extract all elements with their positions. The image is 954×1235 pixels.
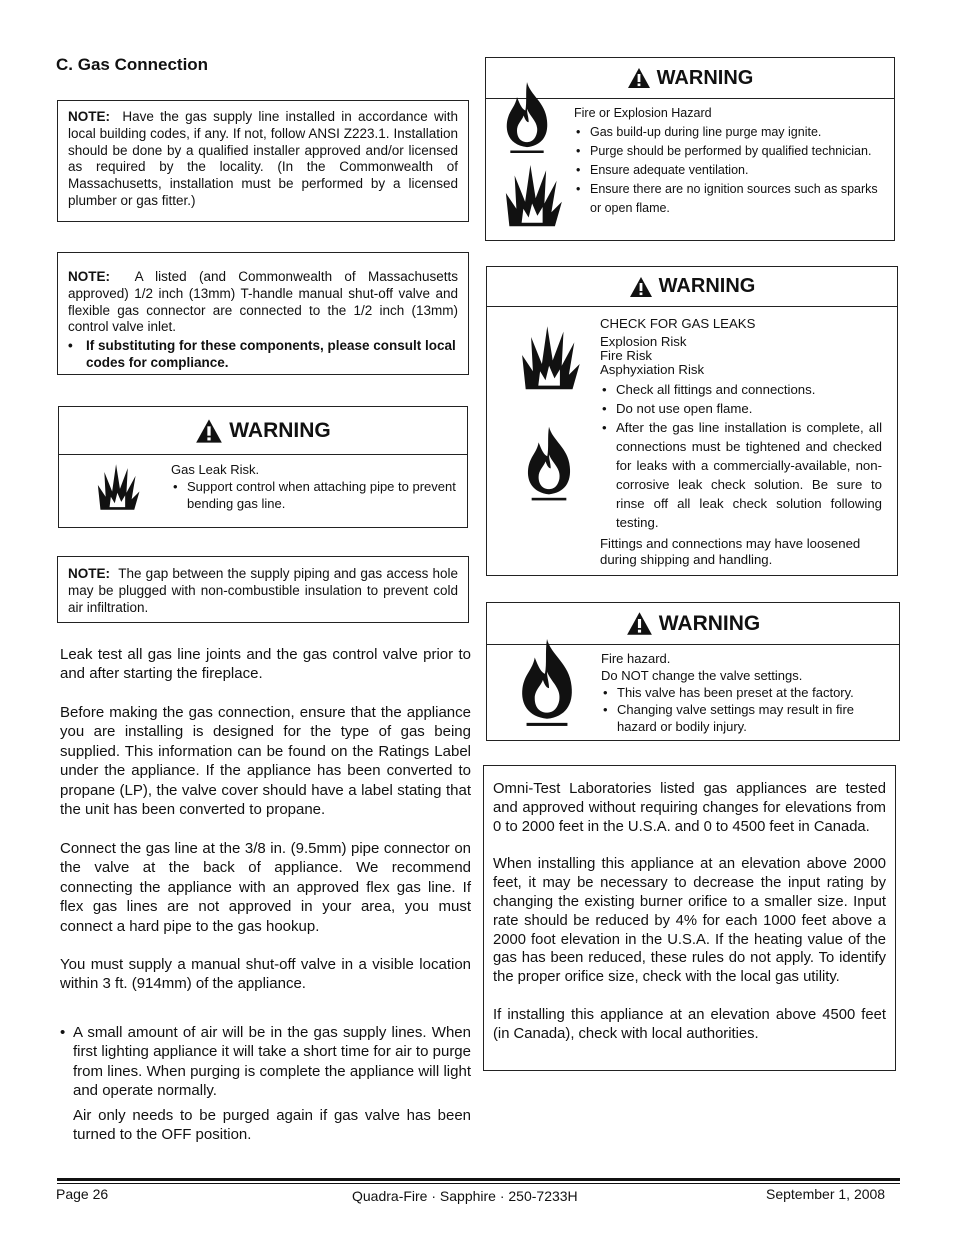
warning-box-valve-settings	[486, 602, 900, 741]
warning-triangle-icon	[627, 67, 651, 89]
warning-triangle-icon	[629, 276, 653, 298]
footer-rule	[57, 1183, 900, 1184]
warning-item: • Gas build-up during line purge may ignite.	[574, 123, 886, 142]
warning-list	[574, 123, 886, 218]
bullet-text: A small amount of air will be in the gas supply lines. When first lighting appliance it will take a short time for air to purge from lines. When purging is complete the appliance will light and operate normally.	[73, 1024, 471, 1100]
section-title: C. Gas Connection	[56, 55, 209, 74]
elevation-paragraph: Omni-Test Laboratories listed gas appliances are tested and approved without requiring changes for elevations from 0 to 2000 feet in the U.S.A. and 0 to 4500 feet in Canada.	[493, 781, 886, 835]
paragraph-connect-gas-line: Connect the gas line at the 3/8 in. (9.5mm) pipe connector on the valve at the back of appliance. We recommend connecting the appliance with an approved flex gas line. If flex gas lines are not approved in your area, you must connect a hard pipe to the gas hookup.	[60, 840, 471, 935]
warning-item: • Ensure there are no ignition sources such as sparks or open flame.	[574, 180, 886, 218]
warning-item: • Support control when attaching pipe to prevent bending gas line.	[171, 478, 457, 512]
page-number: Page 26	[56, 1186, 109, 1202]
warning-list	[171, 478, 457, 512]
warning-item: • Ensure adequate ventilation.	[574, 161, 886, 180]
paragraph-gas-type: Before making the gas connection, ensure that the appliance you are installing is designed for the type of gas being supplied. This information can be found on the Ratings Label under the appliance. If the appliance has been converted to propane (LP), the valve cover should have a label stating that the unit has been converted to propane.	[60, 704, 471, 819]
note-text: Have the gas supply line installed in accordance with local building codes, if any. If not, follow ANSI Z223.1. Installation should be done by a qualified installer approved and/or licensed as required by the locality. (In the Commonwealth of Massachusetts, installation must be performed by a licensed plumber or gas fitter.)	[68, 109, 458, 208]
explosion-icon	[87, 459, 149, 511]
note-text: The gap between the supply piping and gas access hole may be plugged with non-combustible insulation to prevent cold air infiltration.	[68, 566, 458, 615]
warning-lead: Gas Leak Risk.	[171, 462, 260, 477]
warning-item: • Changing valve settings may result in fire hazard or bodily injury.	[601, 701, 893, 735]
warning-box-gas-leaks	[486, 266, 898, 576]
elevation-paragraph: If installing this appliance at an elevation above 4500 feet (in Canada), check with local authorities.	[493, 1006, 886, 1042]
warning-risk: Explosion Risk	[600, 334, 687, 349]
explosion-icon	[500, 158, 566, 228]
warning-body	[574, 104, 886, 218]
flame-icon	[515, 637, 579, 729]
note-box-shutoff-valve	[57, 252, 469, 375]
warning-body	[600, 315, 882, 568]
elevation-body	[493, 780, 886, 1044]
warning-lead: CHECK FOR GAS LEAKS	[600, 316, 756, 331]
elevation-paragraph: When installing this appliance at an elevation above 2000 feet, it may be necessary to decrease the input rating by changing the existing burner orifice to a smaller size. Input rate should be reduced by 4% for each 1000 feet above a 2000 foot elevation in the U.S.A. If the heating value of the gas has been reduced, these rules do not apply. To identify the proper orifice size, check with the local gas utility.	[493, 856, 886, 986]
footer-title: Quadra-Fire · Sapphire · 250-7233H	[352, 1188, 578, 1204]
warning-risk: Asphyxiation Risk	[600, 362, 705, 377]
warning-risk: Fire Risk	[600, 348, 653, 363]
paragraph-shutoff-valve: You must supply a manual shut-off valve in a visible location within 3 ft. (914mm) of the appliance.	[60, 956, 471, 993]
warning-lead: Fire hazard.	[601, 651, 671, 666]
note-bullet: • If substituting for these components, please consult local codes for compliance.	[68, 338, 456, 370]
warning-footer: Fittings and connections may have loosened during shipping and handling.	[600, 536, 861, 567]
note-body	[58, 557, 468, 622]
note-lead: NOTE:	[68, 566, 110, 581]
warning-item: • This valve has been preset at the factory.	[601, 684, 893, 701]
warning-title: WARNING	[656, 66, 754, 89]
bullet-paragraph-air-purge	[60, 1023, 471, 1144]
warning-item: • Do not use open flame.	[600, 399, 882, 418]
warning-triangle-icon	[195, 418, 223, 444]
note-lead: NOTE:	[68, 269, 110, 284]
bullet-followup: Air only needs to be purged again if gas valve has been turned to the OFF position.	[73, 1106, 471, 1144]
explosion-icon	[515, 319, 585, 391]
warning-title: WARNING	[229, 418, 331, 442]
bullet-item: • A small amount of air will be in the gas supply lines. When first lighting appliance it will take a short time for air to purge from lines. When purging is complete the appliance will light and operate normally.	[60, 1024, 471, 1100]
note-bullet-text: If substituting for these components, please consult local codes for compliance.	[86, 338, 456, 370]
warning-box-purge-hazard	[485, 57, 895, 241]
warning-triangle-icon	[626, 611, 653, 636]
warning-body	[601, 650, 893, 735]
warning-title: WARNING	[658, 275, 756, 297]
flame-icon	[502, 80, 552, 156]
warning-header	[487, 267, 897, 307]
footer-rule	[57, 1178, 900, 1181]
elevation-info-box	[483, 765, 896, 1071]
warning-header	[59, 407, 467, 455]
note-box-building-codes	[57, 100, 469, 222]
paragraph-leak-test: Leak test all gas line joints and the gas control valve prior to and after starting the fireplace.	[60, 646, 471, 683]
warning-item: • Check all fittings and connections.	[600, 380, 882, 399]
flame-icon	[523, 423, 575, 505]
note-body	[58, 101, 468, 216]
warning-item: • After the gas line installation is complete, all connections must be tightened and checked for leaks with a commercially-available, non-corrosive leak check solution. Be sure to rinse off all leak check solution following testing.	[600, 418, 882, 532]
warning-body	[171, 461, 457, 512]
footer-date: September 1, 2008	[766, 1186, 886, 1202]
warning-lead: Do NOT change the valve settings.	[601, 668, 803, 683]
warning-title: WARNING	[658, 611, 761, 635]
warning-list	[601, 684, 893, 735]
warning-item: • Purge should be performed by qualified technician.	[574, 142, 886, 161]
note-body	[58, 253, 468, 342]
note-box-gap-insulation	[57, 556, 469, 623]
note-lead: NOTE:	[68, 109, 110, 124]
warning-box-gas-leak	[58, 406, 468, 528]
note-text: A listed (and Commonwealth of Massachusetts approved) 1/2 inch (13mm) T-handle manual shut-off valve and flexible gas connector are connected to the 1/2 inch (13mm) control valve inlet.	[68, 269, 458, 335]
warning-lead: Fire or Explosion Hazard	[574, 106, 712, 120]
warning-list	[600, 380, 882, 532]
